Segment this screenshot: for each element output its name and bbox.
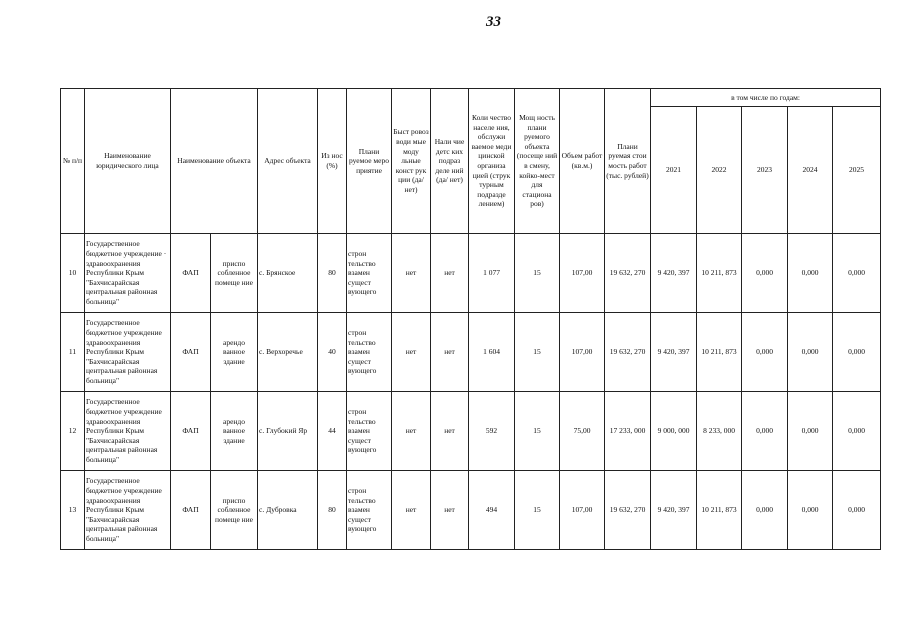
row-volume: 75,00 xyxy=(560,392,605,471)
row-y2025: 0,000 xyxy=(833,392,881,471)
row-y2022: 10 211, 873 xyxy=(697,471,742,550)
table-row xyxy=(61,392,881,471)
row-y2024: 0,000 xyxy=(788,234,833,313)
row-population: 1 604 xyxy=(469,313,515,392)
header-planned-measure: Плани руемое меро приятие xyxy=(347,89,392,234)
table-row xyxy=(61,313,881,392)
row-num: 12 xyxy=(61,392,85,471)
header-by-years: в том числе по годам: xyxy=(651,89,881,107)
row-y2024: 0,000 xyxy=(788,392,833,471)
row-capacity: 15 xyxy=(515,313,560,392)
header-legal-entity: Наименование юридического лица xyxy=(85,89,171,234)
row-object-type: ФАП xyxy=(171,313,211,392)
row-volume: 107,00 xyxy=(560,471,605,550)
row-volume: 107,00 xyxy=(560,313,605,392)
row-num: 11 xyxy=(61,313,85,392)
row-children: нет xyxy=(431,471,469,550)
row-cost: 17 233, 000 xyxy=(605,392,651,471)
row-wear: 80 xyxy=(318,234,347,313)
header-work-volume: Объем работ (кв.м.) xyxy=(560,89,605,234)
header-year-2023: 2023 xyxy=(742,107,788,234)
row-cost: 19 632, 270 xyxy=(605,313,651,392)
row-object-type: ФАП xyxy=(171,471,211,550)
row-y2025: 0,000 xyxy=(833,234,881,313)
row-prefab: нет xyxy=(392,313,431,392)
row-premises: арендо ванное здание xyxy=(211,392,258,471)
header-year-2022: 2022 xyxy=(697,107,742,234)
header-object-name: Наименование объекта xyxy=(171,89,258,234)
row-y2022: 10 211, 873 xyxy=(697,234,742,313)
table-row xyxy=(61,234,881,313)
row-y2025: 0,000 xyxy=(833,471,881,550)
row-num: 13 xyxy=(61,471,85,550)
row-population: 592 xyxy=(469,392,515,471)
row-y2024: 0,000 xyxy=(788,471,833,550)
table-row xyxy=(61,471,881,550)
row-y2023: 0,000 xyxy=(742,471,788,550)
header-year-2021: 2021 xyxy=(651,107,697,234)
row-premises: приспо собленное помеще ние xyxy=(211,471,258,550)
row-cost: 19 632, 270 xyxy=(605,234,651,313)
row-y2023: 0,000 xyxy=(742,313,788,392)
row-measure: строн тельство взамен сущест вующего xyxy=(347,392,392,471)
row-measure: строн тельство взамен сущест вующего xyxy=(347,313,392,392)
header-capacity: Мощ ность плани руемого объекта (посеще ний в смену, койко-мест для стациона ров) xyxy=(515,89,560,234)
row-capacity: 15 xyxy=(515,471,560,550)
row-y2025: 0,000 xyxy=(833,313,881,392)
row-y2022: 10 211, 873 xyxy=(697,313,742,392)
row-y2023: 0,000 xyxy=(742,392,788,471)
header-year-2025: 2025 xyxy=(833,107,881,234)
row-capacity: 15 xyxy=(515,234,560,313)
row-address: с. Верхоречье xyxy=(258,313,318,392)
header-prefab: Быст ровоз води мые моду льные конст рук ции (да/ нет) xyxy=(392,89,431,234)
row-measure: строн тельство взамен сущест вующего xyxy=(347,234,392,313)
row-prefab: нет xyxy=(392,471,431,550)
row-y2021: 9 420, 397 xyxy=(651,471,697,550)
row-entity: Государственное бюджетное учреждение здравоохранения Республики Крым "Бахчисарайская центральная районная больница" xyxy=(85,313,171,392)
row-children: нет xyxy=(431,392,469,471)
header-wear: Из нос (%) xyxy=(318,89,347,234)
row-cost: 19 632, 270 xyxy=(605,471,651,550)
row-y2021: 9 420, 397 xyxy=(651,313,697,392)
row-prefab: нет xyxy=(392,392,431,471)
header-address: Адрес объекта xyxy=(258,89,318,234)
row-address: с. Дубровка xyxy=(258,471,318,550)
row-premises: арендо ванное здание xyxy=(211,313,258,392)
row-object-type: ФАП xyxy=(171,234,211,313)
row-y2022: 8 233, 000 xyxy=(697,392,742,471)
row-children: нет xyxy=(431,313,469,392)
row-wear: 40 xyxy=(318,313,347,392)
row-volume: 107,00 xyxy=(560,234,605,313)
row-population: 494 xyxy=(469,471,515,550)
row-entity: Государственное бюджетное учреждение здравоохранения Республики Крым "Бахчисарайская центральная районная больница" xyxy=(85,471,171,550)
row-capacity: 15 xyxy=(515,392,560,471)
header-year-2024: 2024 xyxy=(788,107,833,234)
header-children-units: Нали чие детс ких подраз деле ний (да/ нет) xyxy=(431,89,469,234)
row-entity: Государственное бюджетное учреждение здравоохранения Республики Крым "Бахчисарайская центральная районная больница" xyxy=(85,392,171,471)
header-population: Коли чество населе ния, обслужи ваемое меди цинской организа цией (струк турным подразде лением) xyxy=(469,89,515,234)
row-y2023: 0,000 xyxy=(742,234,788,313)
row-num: 10 xyxy=(61,234,85,313)
objects-table xyxy=(60,88,881,550)
row-measure: строн тельство взамен сущест вующего xyxy=(347,471,392,550)
row-y2021: 9 000, 000 xyxy=(651,392,697,471)
row-wear: 44 xyxy=(318,392,347,471)
header-num: № п/п xyxy=(61,89,85,234)
row-entity: Государственное бюджетное учреждение · здравоохранения Республики Крым "Бахчисарайская центральная районная больница" xyxy=(85,234,171,313)
row-address: с. Глубокий Яр xyxy=(258,392,318,471)
row-children: нет xyxy=(431,234,469,313)
row-object-type: ФАП xyxy=(171,392,211,471)
row-y2024: 0,000 xyxy=(788,313,833,392)
page-number: 33 xyxy=(486,14,501,30)
header-planned-cost: Плани руемая стои мость работ (тыс. рублей) xyxy=(605,89,651,234)
row-wear: 80 xyxy=(318,471,347,550)
row-population: 1 077 xyxy=(469,234,515,313)
row-prefab: нет xyxy=(392,234,431,313)
row-premises: приспо собленное помеще ние xyxy=(211,234,258,313)
row-address: с. Брянское xyxy=(258,234,318,313)
row-y2021: 9 420, 397 xyxy=(651,234,697,313)
